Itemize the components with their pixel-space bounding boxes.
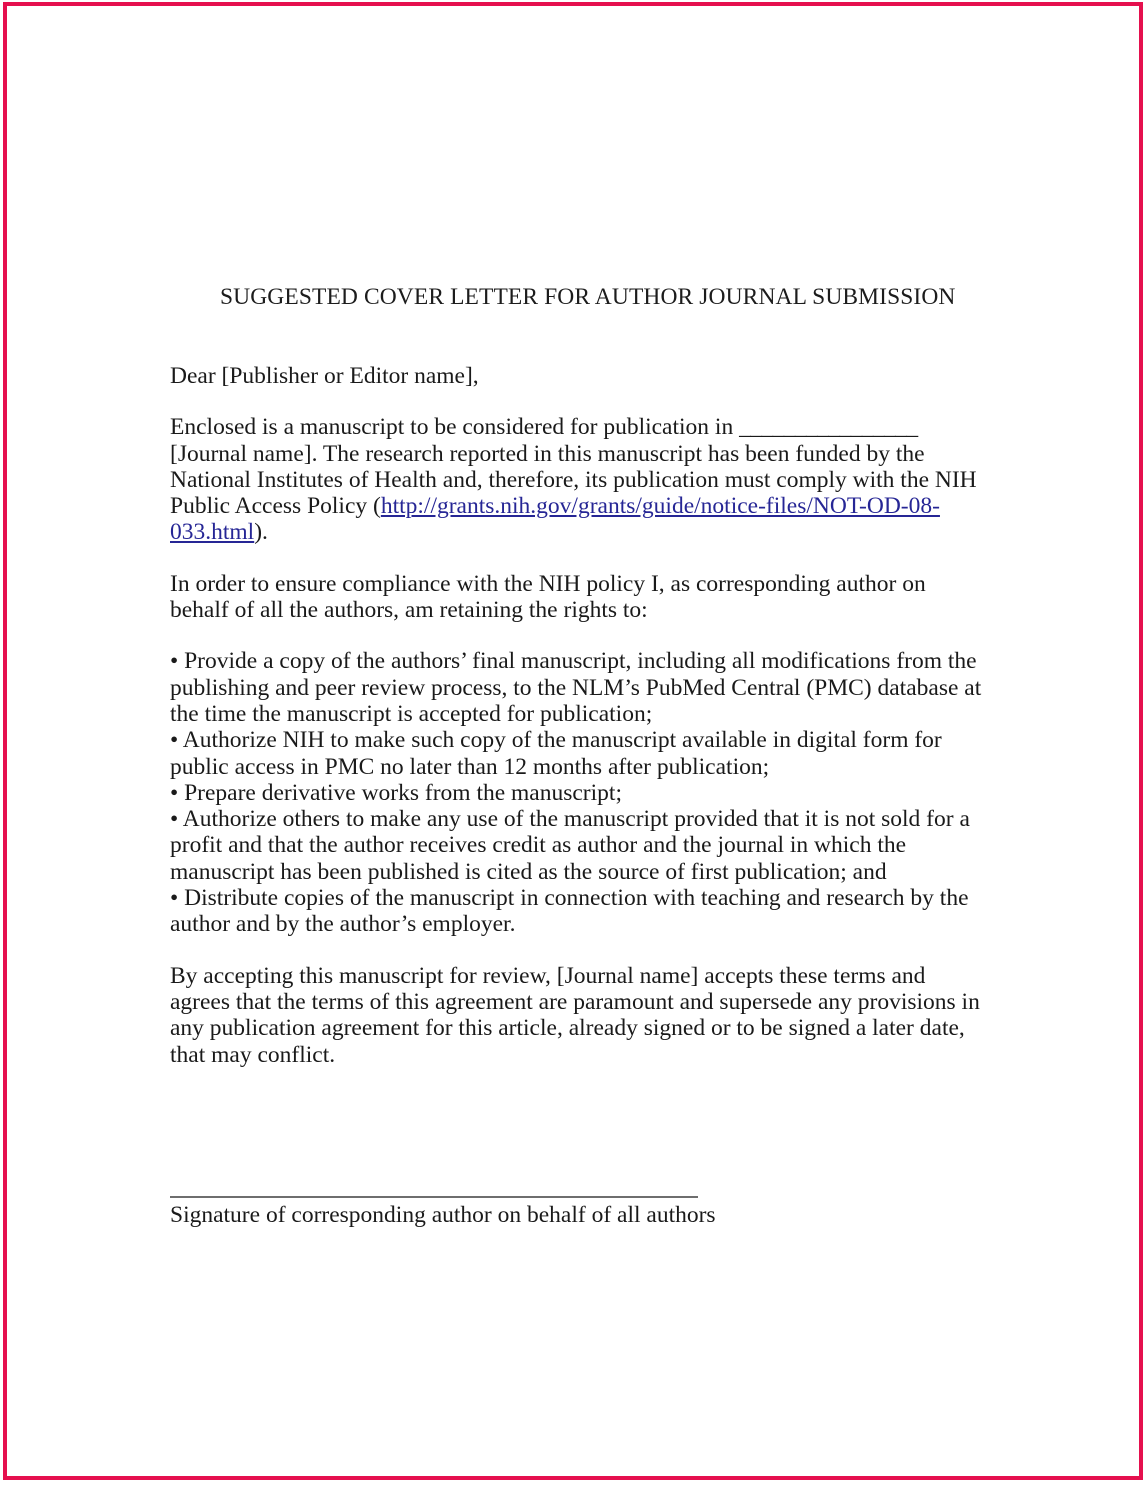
paragraph-1-trailing-text: ).	[254, 519, 268, 546]
journal-name-blank-field[interactable]: ________________	[739, 414, 918, 441]
salutation: Dear [Publisher or Editor name],	[170, 363, 479, 389]
nih-public-access-policy-link[interactable]: http://grants.nih.gov/grants/guide/notice-files/NOT-OD-08-033.html	[170, 493, 940, 546]
list-item: • Distribute copies of the manuscript in connection with teaching and research by the author and by the author’s employer.	[170, 885, 969, 938]
paragraph-1-middle-text: [Journal name]. The research reported in this manuscript has been funded by the National Institutes of Health and, therefore, its publication must comply with the NIH Public Access Policy (	[170, 440, 977, 520]
page-title: SUGGESTED COVER LETTER FOR AUTHOR JOURNAL SUBMISSION	[220, 284, 956, 310]
paragraph-acceptance-terms: By accepting this manuscript for review, [Journal name] accepts these terms and agrees that the terms of this agreement are paramount and supersede any provisions in any publication agreement for this article, already signed or to be signed a later date, that may conflict.	[170, 962, 980, 1068]
spacer-after-paragraph-2	[170, 623, 982, 648]
list-item: • Authorize others to make any use of the manuscript provided that it is not sold for a profit and that the author receives credit as author and the journal in which the manuscript has been published is cited as the source of first publication; and	[170, 806, 970, 885]
spacer-after-list	[170, 938, 982, 963]
spacer-after-title	[170, 312, 982, 363]
paragraph-retained-rights-intro: In order to ensure compliance with the NIH policy I, as corresponding author on behalf of all the authors, am retaining the rights to:	[170, 570, 926, 624]
list-item: • Authorize NIH to make such copy of the manuscript available in digital form for public access in PMC no later than 12 months after publication;	[170, 727, 942, 780]
signature-caption: Signature of corresponding author on behalf of all authors	[170, 1201, 716, 1228]
signature-rule[interactable]	[170, 1196, 698, 1198]
list-item: • Prepare derivative works from the manuscript;	[170, 779, 622, 806]
list-item: • Provide a copy of the authors’ final manuscript, including all modifications from the publishing and peer review process, to the NLM’s PubMed Central (PMC) database at the time the manuscript is accepted for publication;	[170, 648, 982, 727]
spacer-before-signature	[170, 1068, 982, 1196]
paragraph-enclosed-manuscript	[170, 414, 982, 545]
letter-content	[170, 282, 982, 1228]
spacer-after-paragraph-1	[170, 546, 982, 571]
retained-rights-list	[170, 648, 982, 937]
spacer-after-salutation	[170, 389, 982, 414]
paragraph-1-lead-text: Enclosed is a manuscript to be considered for publication in	[170, 414, 740, 441]
